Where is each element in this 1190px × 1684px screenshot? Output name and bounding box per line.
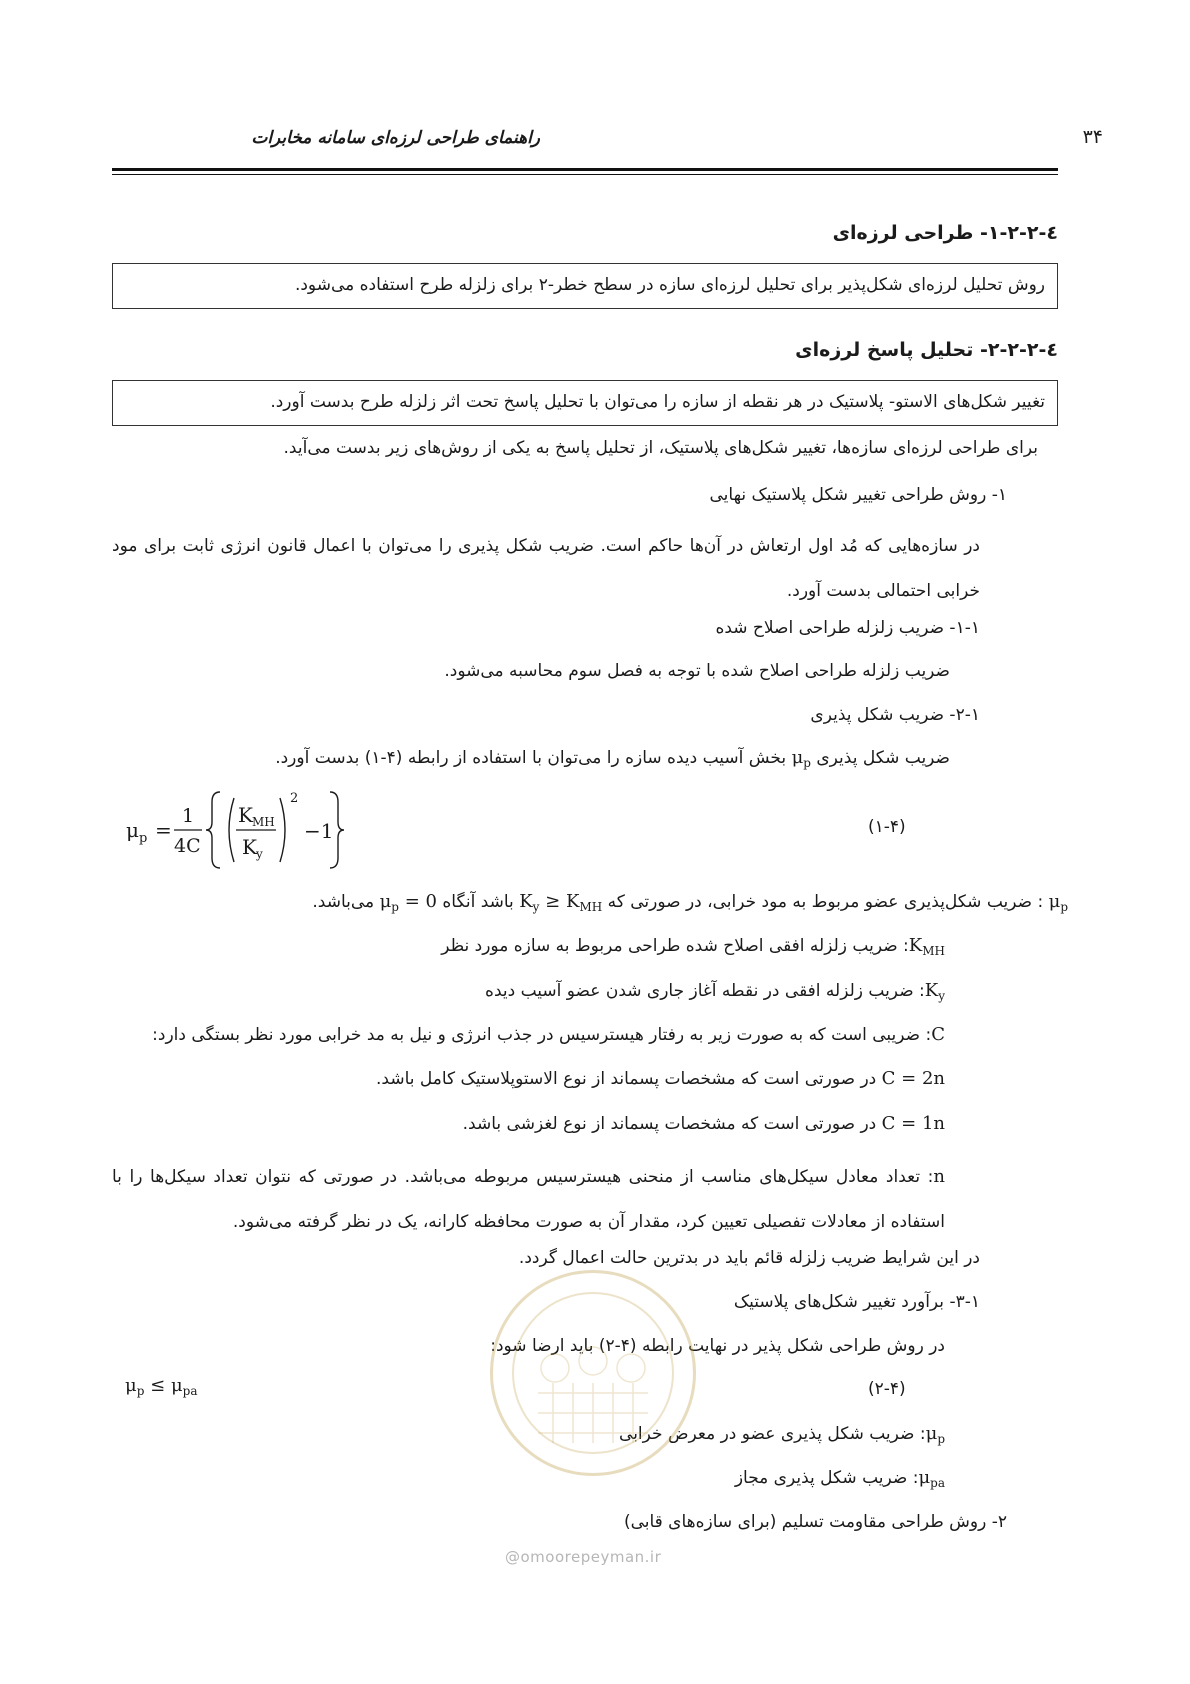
equation-2-number: (٢-۴) [868, 1379, 906, 1399]
eq1-K-num: K [238, 803, 253, 827]
c2n-formula: C = 2n [881, 1068, 945, 1089]
def-mu-p-text-c: می‌باشد. [312, 892, 375, 912]
c2n-text: در صورتی است که مشخصات پسماند از نوع الاستوپلاستیک کامل باشد. [376, 1069, 877, 1089]
section-heading-2: ٤-٢-٢-٢- تحلیل پاسخ لرزه‌ای [795, 339, 1058, 361]
header-rule-thick [112, 168, 1058, 171]
eq1-right-paren [280, 798, 285, 862]
page-number: ۳۴ [1082, 126, 1103, 148]
eq1-minus-one: −1 [304, 819, 334, 843]
mu-symbol: μ [170, 1375, 183, 1396]
section-heading-1: ٤-٢-٢-١- طراحی لرزه‌ای [832, 222, 1058, 244]
definition-box-1-text: روش تحلیل لرزه‌ای شکل‌پذیر برای تحلیل لرزه‌ای سازه در سطح خطر-٢ برای زلزله طرح استفاده می‌شود. [294, 275, 1045, 295]
sub-mh: MH [922, 944, 945, 958]
mu-symbol: μ [125, 1375, 137, 1396]
vertical-coefficient-note: در این شرایط ضریب زلزله قائم باید در بدترین حالت اعمال گردد. [518, 1248, 980, 1268]
ky-symbol [925, 980, 945, 1001]
watermark-seal [490, 1270, 696, 1476]
item-1-1-paragraph: ضریب زلزله طراحی اصلاح شده با توجه به فصل سوم محاسبه می‌شود. [444, 661, 950, 681]
def-kmh-text: : ضریب زلزله افقی اصلاح شده طراحی مربوط به سازه مورد نظر [441, 936, 909, 956]
eq1-exponent: 2 [290, 791, 299, 806]
condition-ky-geq-kmh [519, 891, 602, 912]
sub-p: p [391, 900, 399, 914]
sub-pa: pa [182, 1384, 198, 1398]
item-1-3-heading: ١-٣- برآورد تغییر شکل‌های پلاستیک [733, 1292, 980, 1312]
condition-mu-zero [380, 891, 437, 912]
watermark-url: @omoorepeyman.ir [505, 1548, 662, 1566]
mu-pa-symbol [918, 1467, 945, 1488]
leq-symbol: ≤ [150, 1375, 166, 1396]
sub-p: p [937, 1432, 945, 1446]
def-ky-text: : ضریب زلزله افقی در نقطه آغاز جاری شدن عضو آسیب دیده [485, 981, 925, 1001]
sub-p: p [1060, 900, 1068, 914]
def-c [152, 1021, 945, 1049]
def-mu-pa-text: : ضریب شکل پذیری مجاز [734, 1468, 919, 1488]
c-equals-2n [376, 1065, 945, 1093]
mu-p-symbol [926, 1423, 945, 1444]
header-rule-thin [112, 174, 1058, 175]
item-1-3-paragraph: در روش طراحی شکل پذیر در نهایت رابطه (۴-٢) باید ارضا شود: [490, 1336, 945, 1356]
def-mu-pa [735, 1464, 945, 1497]
c-equals-1n [463, 1110, 945, 1138]
item-2-heading: ٢- روش طراحی مقاومت تسلیم (برای سازه‌های قابی) [623, 1512, 1007, 1532]
item-1-1-heading: ١-١- ضریب زلزله طراحی اصلاح شده [715, 618, 980, 638]
item-1-heading: ١- روش طراحی تغییر شکل پلاستیک نهایی [709, 485, 1007, 505]
def-n-text: : تعداد معادل سیکل‌های مناسب از منحنی هیسترسیس مربوطه می‌باشد. در صورتی که نتوان تعداد سیکل‌ها را با استفاده از معادلات تفصیلی تعیین کرد، مقدار آن به صورت محافظه کارانه، یک در نظر گرفته می‌شود. [112, 1167, 945, 1232]
equals-zero: = 0 [404, 891, 437, 912]
geq-symbol: ≥ [545, 891, 561, 912]
equation-1 [120, 782, 360, 878]
c1n-formula: C = 1n [881, 1113, 945, 1134]
intro-paragraph: برای طراحی لرزه‌ای سازه‌ها، تغییر شکل‌های پلاستیک، از تحلیل پاسخ به یکی از روش‌های زیر بدست می‌آید. [283, 438, 1038, 458]
item-1-2-paragraph [275, 744, 950, 777]
def-mu-p-2-text: : ضریب شکل پذیری عضو در معرض خرابی [619, 1424, 926, 1444]
mu-symbol: μ [379, 891, 392, 912]
def-kmh [441, 932, 945, 965]
definition-box-2-text: تغییر شکل‌های الاستو- پلاستیک در هر نقطه از سازه را می‌توان با تحلیل پاسخ تحت اثر زلزله طرح بدست آورد. [270, 392, 1045, 412]
def-c-text: : ضریبی است که به صورت زیر به رفتار هیسترسیس در جذب انرژی و نیل به مد خرابی مورد نظر بستگی دارد: [152, 1025, 932, 1045]
c-symbol: C [931, 1024, 945, 1045]
definition-box-2 [112, 380, 1058, 426]
k-symbol: K [519, 891, 533, 912]
def-mu-p-text-b: باشد آنگاه [442, 892, 514, 912]
eq1-K-den-sub: y [256, 847, 263, 861]
mu-symbol: μ [918, 1467, 931, 1488]
sub-p: p [803, 756, 811, 770]
item-1-2-text-a: ضریب شکل پذیری [816, 748, 950, 768]
eq1-denominator: 4C [174, 835, 201, 857]
equation-1-number: (١-۴) [868, 817, 906, 837]
def-mu-p-symbol [1049, 891, 1068, 912]
mu-symbol: μ [1048, 891, 1061, 912]
eq1-K-den: K [242, 835, 257, 859]
k-symbol: K [908, 935, 923, 956]
symbol-mu-p [792, 747, 811, 768]
mu-symbol: μ [791, 747, 804, 768]
running-header-title: راهنمای طراحی لرزه‌ای سامانه مخابرات [251, 128, 540, 148]
sub-mh: MH [579, 900, 603, 914]
def-ky [485, 977, 945, 1010]
definition-box-1 [112, 263, 1058, 309]
eq1-numerator: 1 [182, 805, 195, 827]
k-symbol: K [565, 891, 580, 912]
item-1-2-text-b: بخش آسیب دیده سازه را می‌توان با استفاده از رابطه (۴-١) بدست آورد. [275, 748, 787, 768]
equation-2 [125, 1375, 198, 1398]
def-mu-p [312, 888, 1068, 921]
sub-y: y [532, 900, 540, 914]
k-symbol: K [924, 980, 939, 1001]
eq1-mu-sub: p [139, 831, 148, 846]
mu-symbol: μ [925, 1423, 938, 1444]
eq1-left-brace [206, 792, 220, 868]
seal-icon [493, 1273, 693, 1473]
eq1-left-paren [229, 798, 234, 862]
sub-y: y [938, 989, 945, 1003]
item-1-2-heading: ١-٢- ضریب شکل پذیری [810, 705, 980, 725]
c1n-text: در صورتی است که مشخصات پسماند از نوع لغزشی باشد. [462, 1114, 877, 1134]
eq1-equals: = [155, 818, 172, 842]
eq1-K-num-sub: MH [252, 815, 275, 829]
sub-p: p [136, 1384, 145, 1398]
eq1-mu: μ [126, 818, 139, 842]
item-1-paragraph: در سازه‌هایی که مُد اول ارتعاش در آن‌ها حاکم است. ضریب شکل پذیری را می‌توان با اعمال قانون انرژی ثابت برای مود خرابی احتمالی بدست آورد. [112, 536, 980, 601]
kmh-symbol [909, 935, 945, 956]
def-mu-p-text: : ضریب شکل‌پذیری عضو مربوط به مود خرابی، در صورتی که [607, 892, 1044, 912]
def-n [112, 1154, 945, 1245]
n-symbol: n [933, 1166, 945, 1187]
sub-pa: pa [930, 1476, 945, 1490]
